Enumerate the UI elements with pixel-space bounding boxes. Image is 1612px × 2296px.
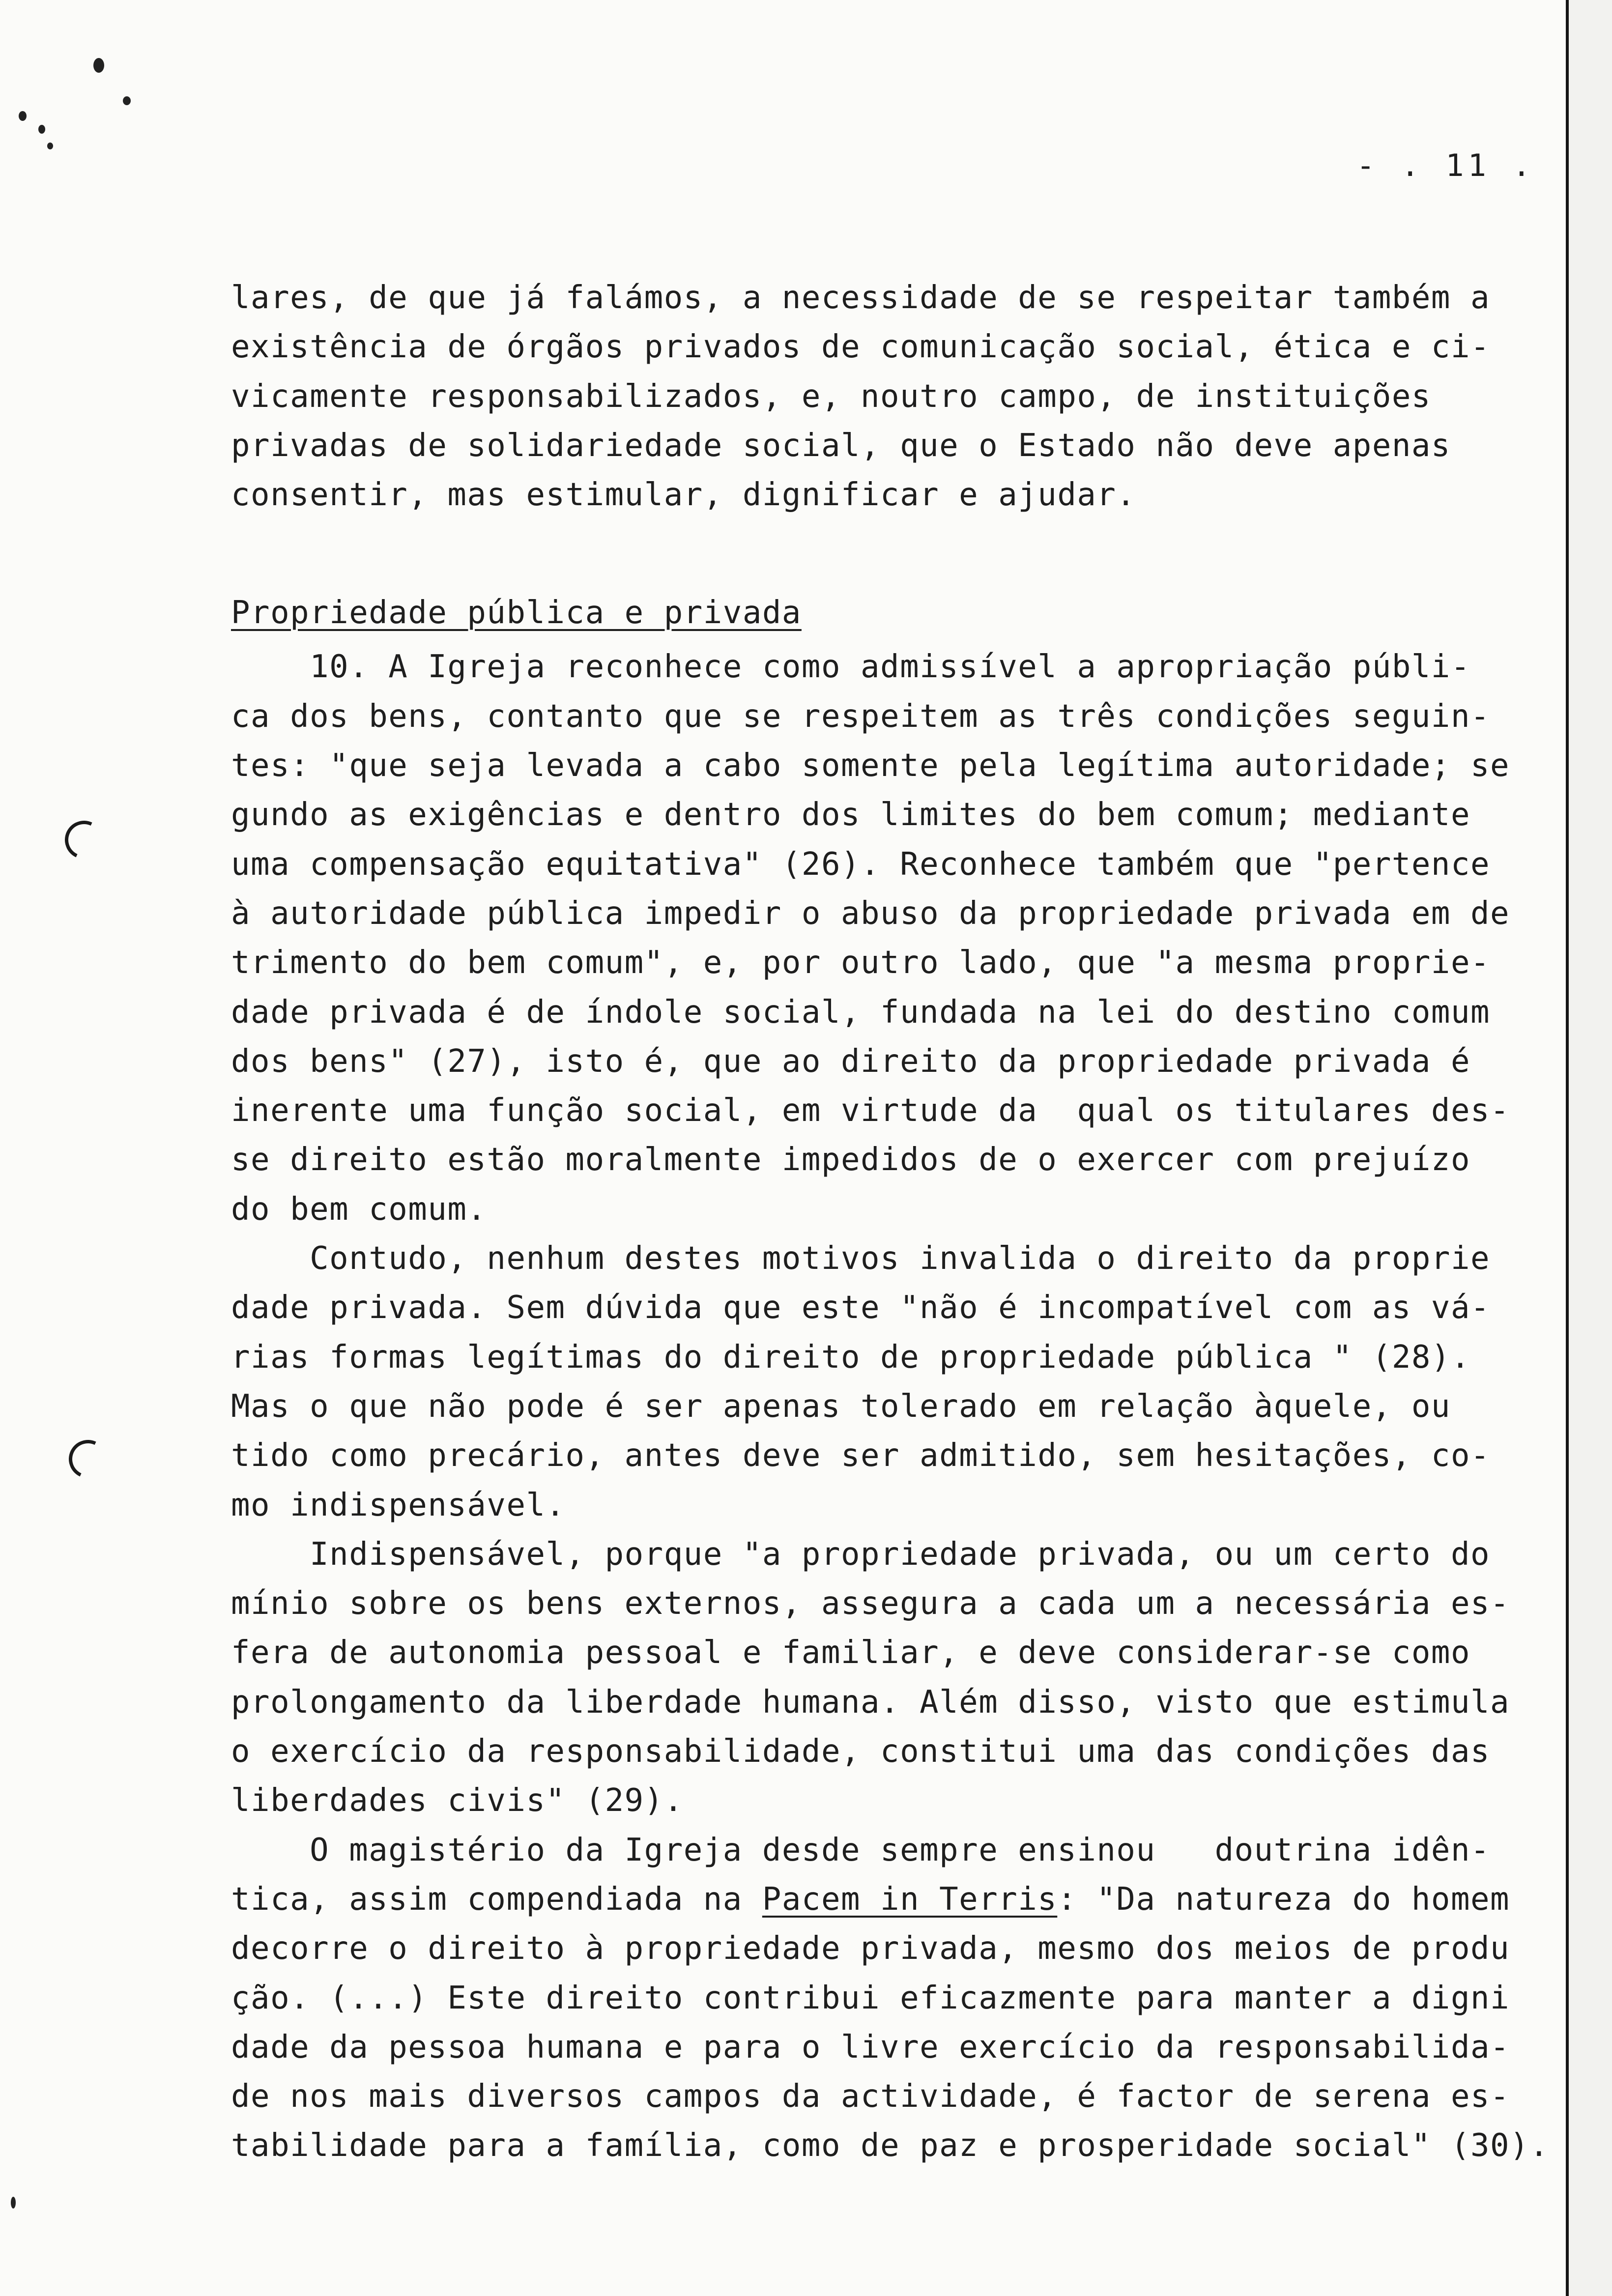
text-line: Indispensável, porque "a propriedade privada, ou um certo do xyxy=(231,1536,1490,1573)
text-line: rias formas legítimas do direito de propriedade pública " (28). xyxy=(231,1339,1470,1376)
text-line xyxy=(231,1875,1528,1924)
text-line: se direito estão moralmente impedidos de o exercer com prejuízo xyxy=(231,1142,1470,1178)
text-line: tes: "que seja levada a cabo somente pela legítima autoridade; se xyxy=(231,747,1510,784)
text-line: dade da pessoa humana e para o livre exercício da responsabilida- xyxy=(231,2029,1510,2066)
text-line: tabilidade para a família, como de paz e prosperidade social" (30). xyxy=(231,2127,1550,2164)
punch-hole-mark xyxy=(63,1435,113,1484)
text-line: gundo as exigências e dentro dos limites do bem comum; mediante xyxy=(231,797,1470,833)
text-span: : "Da natureza do homem xyxy=(1057,1881,1510,1918)
text-line: privadas de solidariedade social, que o Estado não deve apenas xyxy=(231,427,1451,464)
text-line: decorre o direito à propriedade privada, mesmo dos meios de produ xyxy=(231,1930,1510,1967)
text-line: ca dos bens, contanto que se respeitem as três condições seguin- xyxy=(231,698,1490,735)
scan-speck xyxy=(123,96,131,105)
paragraph-10 xyxy=(231,642,1528,1234)
text-line: tido como precário, antes deve ser admitido, sem hesitações, co- xyxy=(231,1437,1490,1474)
text-line: 10. A Igreja reconhece como admissível a apropriação públi- xyxy=(231,649,1470,686)
scan-speck xyxy=(11,2197,16,2209)
page-number: - . 11 . xyxy=(1356,147,1535,183)
text-line: à autoridade pública impedir o abuso da propriedade privada em de xyxy=(231,895,1510,932)
text-line: vicamente responsabilizados, e, noutro campo, de instituições xyxy=(231,378,1431,415)
text-line: dade privada. Sem dúvida que este "não é incompatível com as vá- xyxy=(231,1290,1490,1326)
text-line: existência de órgãos privados de comunicação social, ética e ci- xyxy=(231,329,1490,366)
text-line: consentir, mas estimular, dignificar e ajudar. xyxy=(231,477,1136,514)
scan-speck xyxy=(93,58,104,73)
section-heading: Propriedade pública e privada xyxy=(231,595,802,631)
paragraph-magisterio xyxy=(231,1826,1550,2171)
encyclical-title: Pacem in Terris xyxy=(762,1881,1058,1918)
text-line: fera de autonomia pessoal e familiar, e deve considerar-se como xyxy=(231,1635,1470,1671)
text-line: o exercício da responsabilidade, constitui uma das condições das xyxy=(231,1733,1490,1770)
text-line: prolongamento da liberdade humana. Além disso, visto que estimula xyxy=(231,1684,1510,1721)
text-line: dos bens" (27), isto é, que ao direito da propriedade privada é xyxy=(231,1043,1470,1080)
paragraph-intro xyxy=(231,273,1528,519)
text-line: liberdades civis" (29). xyxy=(231,1782,684,1819)
text-line: Mas o que não pode é ser apenas tolerado em relação àquele, ou xyxy=(231,1388,1451,1425)
paragraph-indispensavel xyxy=(231,1530,1528,1826)
text-line: trimento do bem comum", e, por outro lado, que "a mesma proprie- xyxy=(231,945,1490,981)
punch-hole-mark xyxy=(59,815,109,864)
page-margin-shadow xyxy=(1569,0,1612,2296)
text-line: do bem comum. xyxy=(231,1191,487,1228)
page-edge xyxy=(1566,0,1569,2296)
scan-speck xyxy=(19,111,27,121)
text-line: ção. (...) Este direito contribui eficazmente para manter a digni xyxy=(231,1980,1510,2016)
text-span: tica, assim compendiada na xyxy=(231,1881,762,1918)
text-line: uma compensação equitativa" (26). Reconhece também que "pertence xyxy=(231,846,1490,883)
text-line: lares, de que já falámos, a necessidade de se respeitar também a xyxy=(231,280,1490,316)
text-line: de nos mais diversos campos da actividade, é factor de serena es- xyxy=(231,2078,1510,2115)
text-line: O magistério da Igreja desde sempre ensinou doutrina idên- xyxy=(231,1832,1490,1868)
scan-speck xyxy=(38,125,45,134)
text-line: inerente uma função social, em virtude da qual os titulares des- xyxy=(231,1092,1510,1129)
text-line: Contudo, nenhum destes motivos invalida o direito da proprie xyxy=(231,1240,1490,1277)
text-line: mínio sobre os bens externos, assegura a cada um a necessária es- xyxy=(231,1585,1510,1622)
section-spacer xyxy=(231,519,1528,588)
paragraph-contudo xyxy=(231,1234,1528,1530)
document-body xyxy=(231,273,1550,2171)
scan-speck xyxy=(47,143,53,149)
text-line: mo indispensável. xyxy=(231,1487,566,1523)
text-line: dade privada é de índole social, fundada na lei do destino comum xyxy=(231,994,1490,1031)
